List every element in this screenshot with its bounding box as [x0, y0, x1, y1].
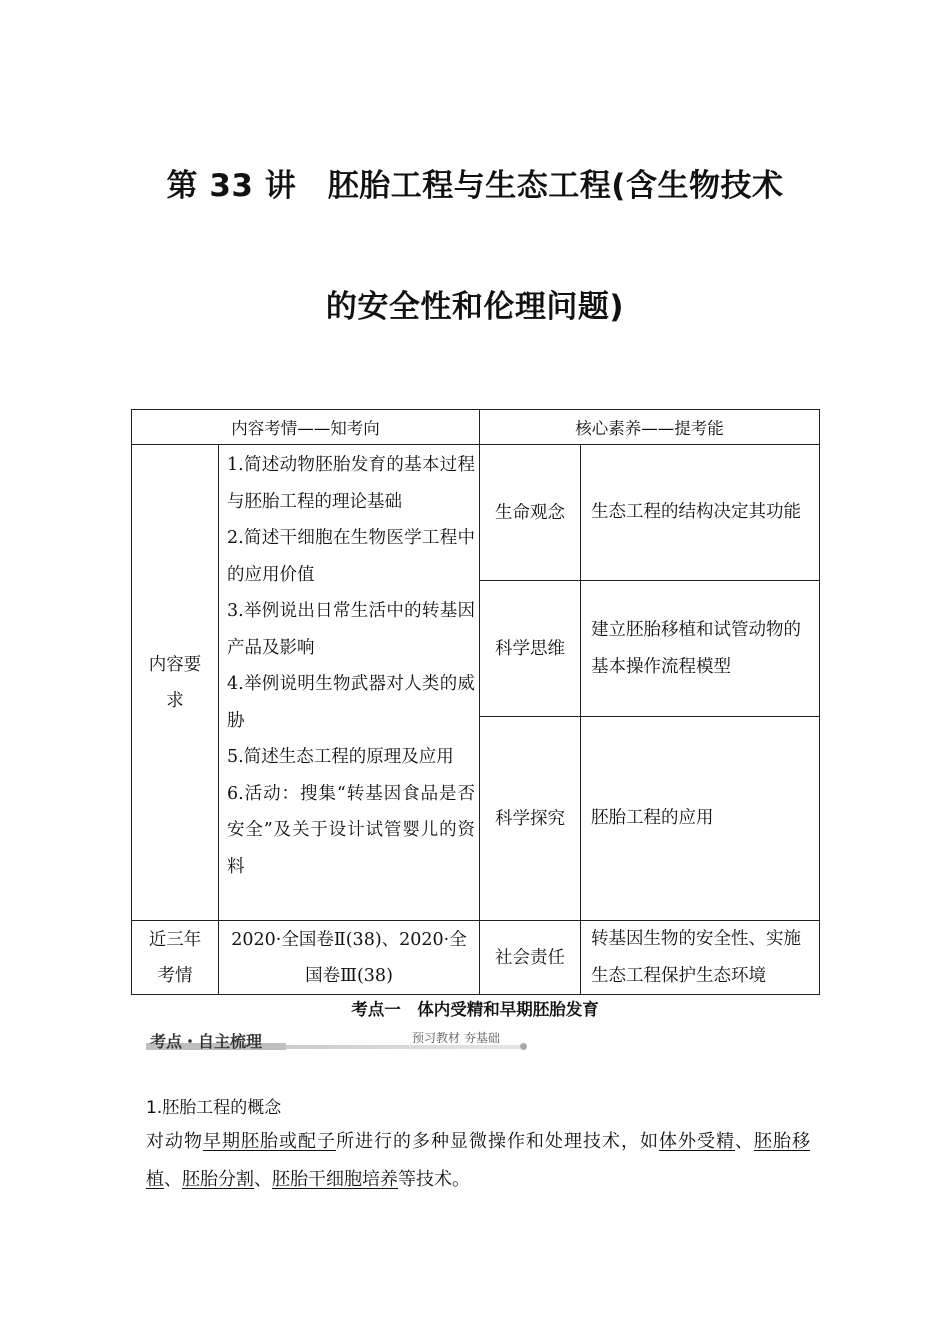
- requirement-item: 1.简述动物胚胎发育的基本过程与胚胎工程的理论基础: [227, 455, 475, 512]
- literacy-desc: 转基因生物的安全性、实施生态工程保护生态环境: [581, 921, 820, 995]
- literacy-name: 科学探究: [480, 717, 581, 921]
- banner-dot-icon: [520, 1043, 527, 1050]
- literacy-name: 生命观念: [480, 445, 581, 581]
- page-title-line-2: 的安全性和伦理问题): [325, 289, 625, 325]
- requirements-list: [219, 445, 480, 921]
- concept-term: 胚胎分割: [182, 1169, 254, 1190]
- requirement-item: 6.活动：搜集“转基因食品是否安全”及关于设计试管婴儿的资料: [227, 783, 475, 877]
- header-content-exam: 内容考情——知考向: [132, 410, 480, 445]
- requirement-item: 2.简述干细胞在生物医学工程中的应用价值: [227, 528, 475, 585]
- row-label-requirements: 内容要求: [132, 445, 219, 921]
- concept-text: 所进行的多种显微操作和处理技术，如: [336, 1131, 659, 1152]
- concept-paragraph: [146, 1123, 810, 1199]
- requirements-table: [131, 409, 820, 995]
- page-title-line-1: 第 33 讲 胚胎工程与生态工程(含生物技术: [166, 168, 784, 204]
- exam-info: 2020·全国卷Ⅱ(38)、2020·全国卷Ⅲ(38): [219, 921, 480, 995]
- concept-text: 、: [164, 1169, 182, 1190]
- concept-text: 、: [735, 1131, 754, 1152]
- concept-term: 胚胎移植: [146, 1131, 810, 1190]
- row-label-exam: 近三年考情: [132, 921, 219, 995]
- literacy-desc: 胚胎工程的应用: [581, 717, 820, 921]
- requirement-item: 5.简述生态工程的原理及应用: [227, 747, 454, 767]
- header-core-literacy: 核心素养——提考能: [480, 410, 820, 445]
- concept-text: 等技术。: [398, 1169, 470, 1190]
- section-banner: [146, 1027, 528, 1053]
- requirement-item: 4.举例说明生物武器对人类的威胁: [227, 674, 475, 731]
- concept-term: 早期胚胎或配子: [203, 1131, 336, 1152]
- requirement-item: 3.举例说出日常生活中的转基因产品及影响: [227, 601, 475, 658]
- literacy-name: 科学思维: [480, 581, 581, 717]
- concept-heading: 1.胚胎工程的概念: [146, 1098, 282, 1118]
- concept-term: 体外受精: [659, 1131, 735, 1152]
- section-title: 考点一 体内受精和早期胚胎发育: [351, 1000, 599, 1019]
- literacy-desc: 建立胚胎移植和试管动物的基本操作流程模型: [581, 581, 820, 717]
- banner-main-label: 考点・自主梳理: [150, 1032, 263, 1051]
- banner-sub-label: 预习教材 夯基础: [412, 1031, 500, 1045]
- literacy-desc: 生态工程的结构决定其功能: [581, 445, 820, 581]
- concept-text: 、: [254, 1169, 272, 1190]
- literacy-name: 社会责任: [480, 921, 581, 995]
- concept-text: 对动物: [146, 1131, 203, 1152]
- concept-term: 胚胎干细胞培养: [272, 1169, 398, 1190]
